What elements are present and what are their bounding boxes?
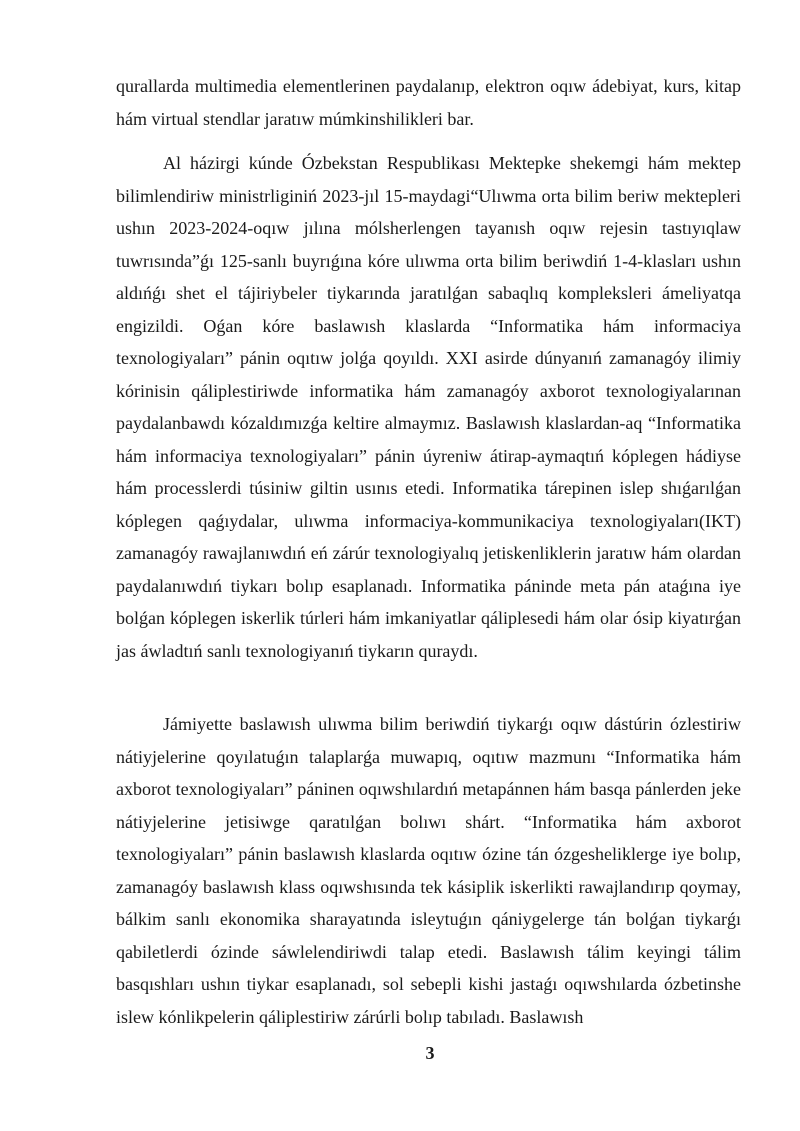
paragraph-continuation: [116, 70, 741, 135]
paragraph-curriculum: [116, 147, 741, 667]
paragraph-primary-education: [116, 708, 741, 1033]
paragraph-text: qurallarda multimedia elementlerinen paydalanıp, elektron oqıw ádebiyat, kurs, kitap hám virtual stendlar jaratıw múmkinshilikleri bar.: [116, 76, 741, 129]
page-number: 3: [425, 1043, 435, 1063]
paragraph-text: Jámiyette baslawısh ulıwma bilim beriwdiń tiykarǵı oqıw dástúrin ózlestiriw nátiyjelerine qoyılatuǵın talaplarǵa muwapıq, oqıtıw mazmunı “Informatika hám axborot texnologiyaları” páninen oqıwshılardıń metapánnen hám basqa pánlerden jeke nátiyjelerine jetisiwge qaratılǵan bolıwı shárt. “Informatika hám axborot texnologiyaları” pánin baslawısh klaslarda oqıtıw ózine tán ózgesheliklerge iye bolıp, zamanagóy baslawısh klass oqıwshısında tek kásiplik iskerlikti rawajlandırıp qoymay, bálkim sanlı ekonomika sharayatında isleytuǵın qániygelerge tán bolǵan tiykarǵı qabiletlerdi ózinde sáwlelendiriwdi talap etedi. Baslawısh tálim keyingi tálim basqıshları ushın tiykar esaplanadı, sol sebepli kishi jastaǵı oqıwshılarda ózbetinshe islew kónlikpelerin qáliplestiriw zárúrli bolıp tabıladı. Baslawısh: [116, 714, 741, 1027]
paragraph-text: Al házirgi kúnde Ózbekstan Respublikası Mektepke shekemgi hám mektep bilimlendiriw ministrliginiń 2023-jıl 15-maydagi“Ulıwma orta bilim beriw mektepleri ushın 2023-2024-oqıw jılına mólsherlengen tayanısh oqıw rejesin tastıyıqlaw tuwrısında”ǵı 125-sanlı buyrıǵına kóre ulıwma orta bilim beriwdiń 1-4-klasları ushın aldıńǵı shet el tájiriybeler tiykarında jaratılǵan sabaqlıq kompleksleri ámeliyatqa engizildi. Oǵan kóre baslawısh klaslarda “Informatika hám informaciya texnologiyaları” pánin oqıtıw jolǵa qoyıldı. XXI asirde dúnyanıń zamanagóy ilimiy kórinisin qáliplestiriwde informatika hám zamanagóy axborot texnologiyalarınan paydalanbawdı kózaldımızǵa keltire almaymız. Baslawısh klaslardan-aq “Informatika hám informaciya texnologiyaları” pánin úyreniw átirap-aymaqtıń kóplegen hádiyse hám processlerdi túsiniw giltin usınıs etedi. Informatika tárepinen islep shıǵarılǵan kóplegen qaǵıydalar, ulıwma informaciya-kommunikaciya texnologiyaları(IKT) zamanagóy rawajlanıwdıń eń zárúr texnologiyalıq jetiskenliklerin jaratıw hám olardan paydalanıwdıń tiykarı bolıp esaplanadı. Informatika páninde meta pán ataǵına iye bolǵan kóplegen iskerlik túrleri hám imkaniyatlar qáliplesedi hám olar ósip kiyatırǵan jas áwladtıń sanlı texnologiyanıń tiykarın quraydı.: [116, 153, 741, 661]
